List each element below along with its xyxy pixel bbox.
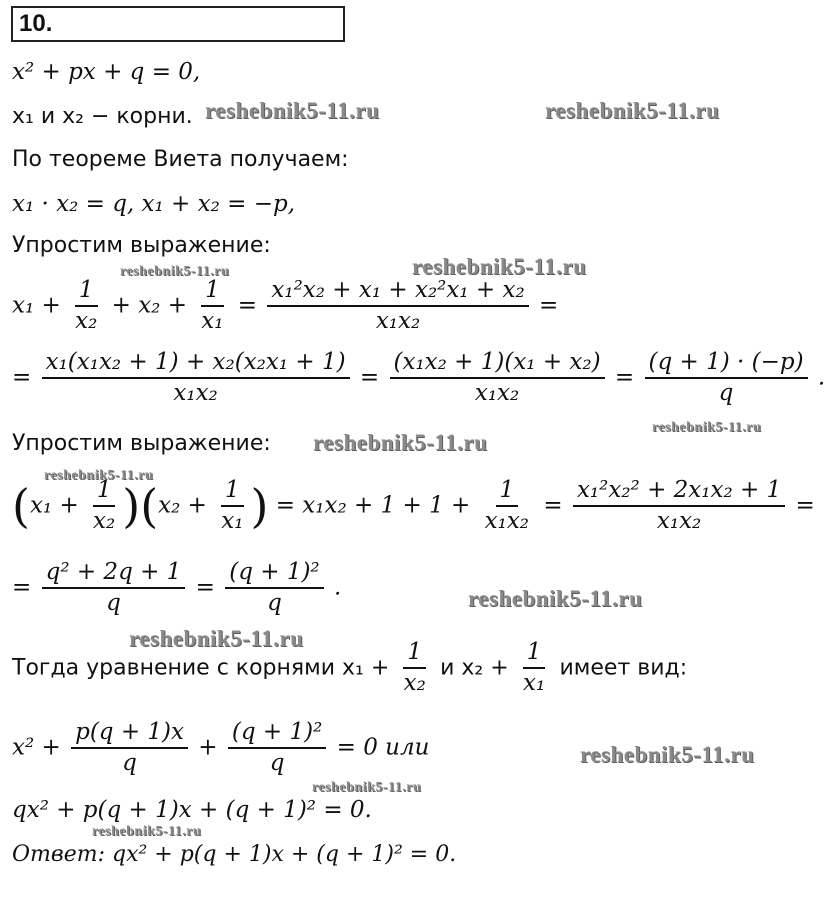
expr1-mid: + x₂ + [111,292,187,319]
expr3-frac-3-den: x₁x₂ [484,508,530,535]
expr2-lead: = [12,364,32,391]
then-c: имеет вид: [559,655,688,681]
expr1-frac-3 [267,278,528,335]
expr2-frac-3-den: q [718,380,734,407]
expr4-frac-1 [42,560,186,617]
expr1-frac-2-num: 1 [201,278,224,307]
watermark: reshebnik5-11.ru [205,98,380,123]
expr2-eq-1: = [359,364,380,391]
expr2-eq-2: = [614,364,635,391]
expr3-close-open: )( [122,479,159,533]
expr2-frac-1-den: x₁x₂ [173,380,218,407]
vieta-line: x₁ · x₂ = q, x₁ + x₂ = −p, [12,191,296,217]
expression-4 [12,560,341,617]
expr2-frac-3 [645,350,808,407]
final1-frac-2-num: (q + 1)² [228,720,326,749]
final1-b: = 0 или [336,734,430,761]
then-frac-1-den: x₂ [403,670,426,697]
final1-frac-2-den: q [269,750,285,777]
expr1-frac-3-den: x₁x₂ [375,308,421,335]
expression-2 [12,350,825,407]
expr1-lhs: x₁ + [12,292,61,319]
then-b: и x₂ + [440,655,509,681]
expr3-tail: = [795,492,815,519]
expr2-frac-3-num: (q + 1) · (−p) [645,350,808,379]
vieta-intro: По теореме Виета получаем: [12,147,349,172]
watermark: reshebnik5-11.ru [545,98,720,123]
then-frac-2-num: 1 [523,640,546,669]
expr3-frac-4 [573,478,785,535]
expr3-b: x₂ + [158,492,207,519]
task-number-box [11,6,345,42]
answer-text: Ответ: qx² + p(q + 1)x + (q + 1)² = 0. [12,842,457,867]
final1-frac-1-den: q [122,750,137,777]
expr1-eq: = [237,292,258,319]
final1-frac-2 [228,720,326,777]
expr4-eq: = [195,574,215,601]
expression-1 [12,278,558,335]
expr1-frac-1-den: x₂ [75,308,98,335]
watermark: reshebnik5-11.ru [120,264,230,279]
expr1-frac-2 [197,278,227,335]
watermark: reshebnik5-11.ru [92,824,202,839]
watermark: reshebnik5-11.ru [580,742,755,767]
expr1-tail: = [538,292,559,319]
expr3-frac-2-den: x₁ [221,508,244,535]
watermark: reshebnik5-11.ru [652,420,762,435]
roots-line [12,104,193,129]
expr1-frac-3-num: x₁²x₂ + x₁ + x₂²x₁ + x₂ [267,278,528,307]
then-a: Тогда уравнение с корнями x₁ + [12,655,390,681]
watermark: reshebnik5-11.ru [468,586,643,611]
expr2-frac-1-num: x₁(x₁x₂ + 1) + x₂(x₂x₁ + 1) [42,350,350,379]
final1-frac-1-num: p(q + 1)x [71,720,188,749]
expr4-frac-2-den: q [267,590,282,617]
expr2-tail: . [817,364,826,391]
roots-text: x₁ и x₂ − корни. [12,104,193,129]
final1-frac-1 [71,720,188,777]
expression-3 [12,478,815,535]
watermark: reshebnik5-11.ru [44,468,154,483]
expr1-frac-1 [71,278,101,335]
then-frac-1-num: 1 [403,640,426,669]
final-equation-1 [12,720,429,777]
expr3-open: ( [12,479,30,533]
expr4-tail: . [333,574,342,601]
watermark: reshebnik5-11.ru [129,626,304,651]
expr2-frac-2-num: (x₁x₂ + 1)(x₁ + x₂) [390,350,605,379]
expr3-eq: = [543,492,563,519]
task-number: 10. [19,10,53,37]
watermark: reshebnik5-11.ru [412,254,587,279]
watermark: reshebnik5-11.ru [312,780,422,795]
expr3-frac-4-den: x₁x₂ [656,508,702,535]
final-equation-2: qx² + p(q + 1)x + (q + 1)² = 0. [12,797,372,823]
expr3-close: ) [250,479,269,533]
expr1-frac-1-num: 1 [75,278,98,307]
equation-line: x² + px + q = 0, [12,59,201,85]
expr4-frac-1-num: q² + 2q + 1 [42,560,186,589]
answer-line [12,842,456,867]
expr3-mid: = x₁x₂ + 1 + 1 + [275,492,471,519]
expr3-frac-1-den: x₂ [93,508,116,535]
expr3-frac-3 [481,478,533,535]
expr4-frac-2 [225,560,323,617]
then-frac-2 [519,640,549,697]
then-frac-2-den: x₁ [522,670,546,697]
watermark: reshebnik5-11.ru [313,430,488,455]
final1-plus: + [198,734,218,761]
then-frac-1 [400,640,430,697]
expr4-frac-2-num: (q + 1)² [225,560,323,589]
expr3-a: x₁ + [29,492,79,519]
expr3-frac-1-num: 1 [93,478,116,507]
expr3-frac-4-num: x₁²x₂² + 2x₁x₂ + 1 [573,478,785,507]
expr4-lead: = [12,574,32,601]
expr3-frac-3-num: 1 [496,478,519,507]
expr1-frac-2-den: x₁ [201,308,224,335]
expr3-frac-1 [89,478,119,535]
expr2-frac-2 [390,350,605,407]
simplify-heading-1: Упростим выражение: [12,233,271,258]
expr2-frac-1 [42,350,350,407]
expr2-frac-2-den: x₁x₂ [474,380,520,407]
expr3-frac-2 [217,478,247,535]
expr3-frac-2-num: 1 [221,478,244,507]
final1-a: x² + [12,734,61,761]
simplify-heading-2: Упростим выражение: [12,431,271,456]
expr4-frac-1-den: q [106,590,121,617]
then-line [12,640,687,697]
